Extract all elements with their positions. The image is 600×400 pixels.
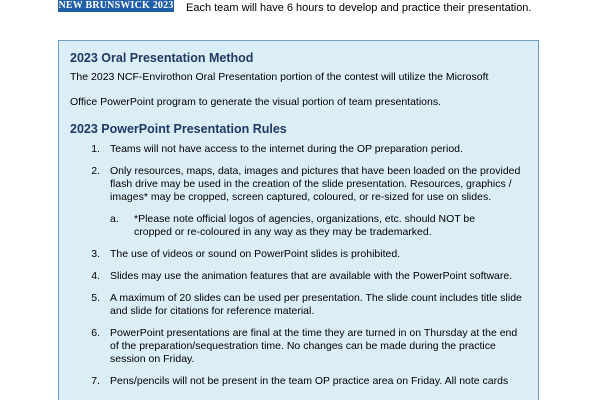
rule-text: The use of videos or sound on PowerPoint slides is prohibited.	[110, 248, 401, 260]
method-line-1: The 2023 NCF-Envirothon Oral Presentation portion of the contest will utilize the Microsoft	[70, 71, 489, 83]
rule-number: 1.	[91, 143, 100, 155]
method-heading: 2023 Oral Presentation Method	[70, 51, 254, 65]
rule-text: *Please note official logos of agencies, organizations, etc. should NOT be cropped or re-coloured in any way as they may be trademarked.	[134, 213, 476, 238]
rule-number: 7.	[91, 375, 100, 387]
method-line-2: Office PowerPoint program to generate the visual portion of team presentations.	[70, 96, 442, 108]
rule-item	[70, 165, 528, 204]
rule-number: 3.	[91, 248, 100, 260]
rule-item	[70, 327, 528, 366]
rule-text: A maximum of 20 slides can be used per presentation. The slide count includes title slide and slide for citations for reference material.	[110, 292, 522, 317]
rules-list	[70, 143, 528, 388]
rule-item	[70, 375, 528, 388]
rule-item	[70, 248, 528, 261]
rule-number: a.	[110, 213, 119, 225]
rule-subitem	[110, 213, 508, 239]
rule-text: Pens/pencils will not be present in the team OP practice area on Friday. All note cards	[110, 375, 509, 387]
info-box	[58, 40, 539, 400]
rule-number: 6.	[91, 327, 100, 339]
rule-number: 2.	[91, 165, 100, 177]
rule-item	[70, 270, 528, 283]
rule-item	[70, 292, 528, 318]
rule-text: PowerPoint presentations are final at the time they are turned in on Thursday at the end of the preparation/sequestration time. No changes can be made during the practice session on Friday.	[110, 327, 518, 365]
rule-text: Slides may use the animation features that are available with the PowerPoint software.	[110, 270, 513, 282]
rule-text: Only resources, maps, data, images and pictures that have been loaded on the provided flash drive may be used in the creation of the slide presentation. Resources, graphics / images* may be cropped, screen captured, coloured, or re-sized for use on slides.	[110, 165, 521, 203]
rule-number: 4.	[91, 270, 100, 282]
rules-heading: 2023 PowerPoint Presentation Rules	[70, 122, 287, 136]
rule-number: 5.	[91, 292, 100, 304]
rule-text: Teams will not have access to the internet during the OP preparation period.	[110, 143, 463, 155]
intro-text: Each team will have 6 hours to develop and practice their presentation.	[186, 2, 532, 14]
envirothon-logo: NEW BRUNSWICK 2023	[58, 0, 174, 11]
rule-item	[70, 143, 528, 156]
